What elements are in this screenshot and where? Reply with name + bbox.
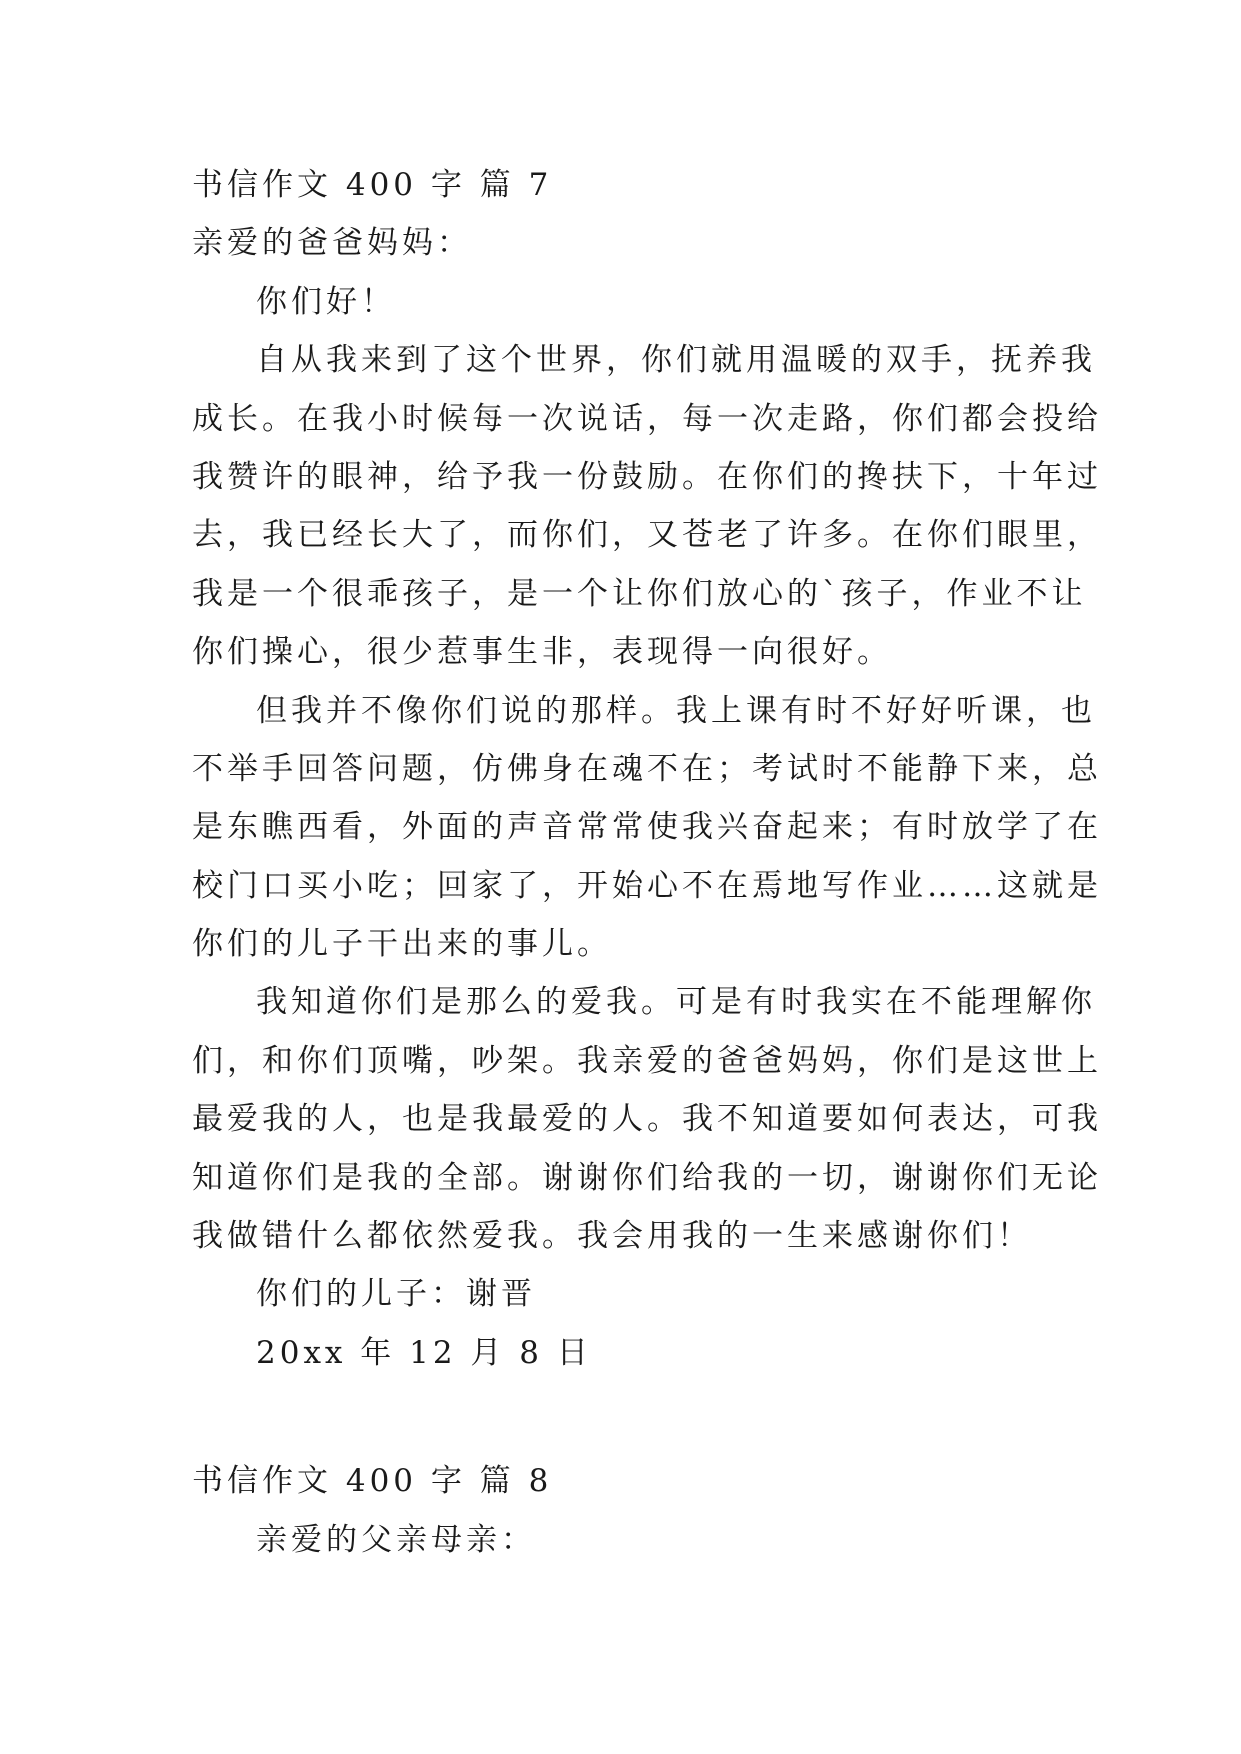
paragraph-line: 是东瞧西看，外面的声音常常使我兴奋起来；有时放学了在	[192, 809, 1102, 846]
letter-date: 20xx 年 12 月 8 日	[256, 1334, 592, 1371]
paragraph-line: 们，和你们顶嘴，吵架。我亲爱的爸爸妈妈，你们是这世上	[192, 1042, 1102, 1079]
paragraph-line: 你们的儿子干出来的事儿。	[192, 926, 612, 963]
paragraph-line: 我赞许的眼神，给予我一份鼓励。在你们的搀扶下，十年过	[192, 458, 1102, 495]
section-title: 书信作文 400 字 篇 7	[192, 167, 553, 203]
salutation: 亲爱的爸爸妈妈：	[192, 225, 472, 262]
paragraph-line: 知道你们是我的全部。谢谢你们给我的一切，谢谢你们无论	[192, 1159, 1102, 1196]
paragraph-line: 去，我已经长大了，而你们，又苍老了许多。在你们眼里，	[192, 517, 1102, 554]
paragraph-line: 校门口买小吃；回家了，开始心不在焉地写作业……这就是	[192, 867, 1102, 904]
paragraph	[192, 973, 1102, 1265]
paragraph-line: 最爱我的人，也是我最爱的人。我不知道要如何表达，可我	[192, 1101, 1102, 1138]
signature: 你们的儿子：谢晋	[256, 1276, 536, 1313]
paragraph-line: 我做错什么都依然爱我。我会用我的一生来感谢你们！	[192, 1218, 1032, 1255]
paragraph	[192, 682, 1102, 974]
paragraph-line: 我是一个很乖孩子，是一个让你们放心的`孩子，作业不让	[192, 575, 1087, 612]
paragraph-line: 你们操心，很少惹事生非，表现得一向很好。	[192, 634, 892, 671]
greeting: 你们好！	[256, 283, 396, 320]
salutation: 亲爱的父亲母亲：	[256, 1521, 536, 1558]
section-title: 书信作文 400 字 篇 8	[192, 1463, 553, 1500]
paragraph-line: 但我并不像你们说的那样。我上课有时不好好听课，也	[256, 692, 1096, 729]
paragraph-line: 自从我来到了这个世界，你们就用温暖的双手，抚养我	[256, 342, 1096, 379]
paragraph-line: 我知道你们是那么的爱我。可是有时我实在不能理解你	[256, 984, 1096, 1021]
document-page	[192, 156, 1102, 1569]
paragraph-line: 不举手回答问题，仿佛身在魂不在；考试时不能静下来，总	[192, 750, 1102, 787]
paragraph	[192, 331, 1102, 681]
paragraph-line: 成长。在我小时候每一次说话，每一次走路，你们都会投给	[192, 400, 1102, 437]
section-spacer	[192, 1382, 1054, 1452]
